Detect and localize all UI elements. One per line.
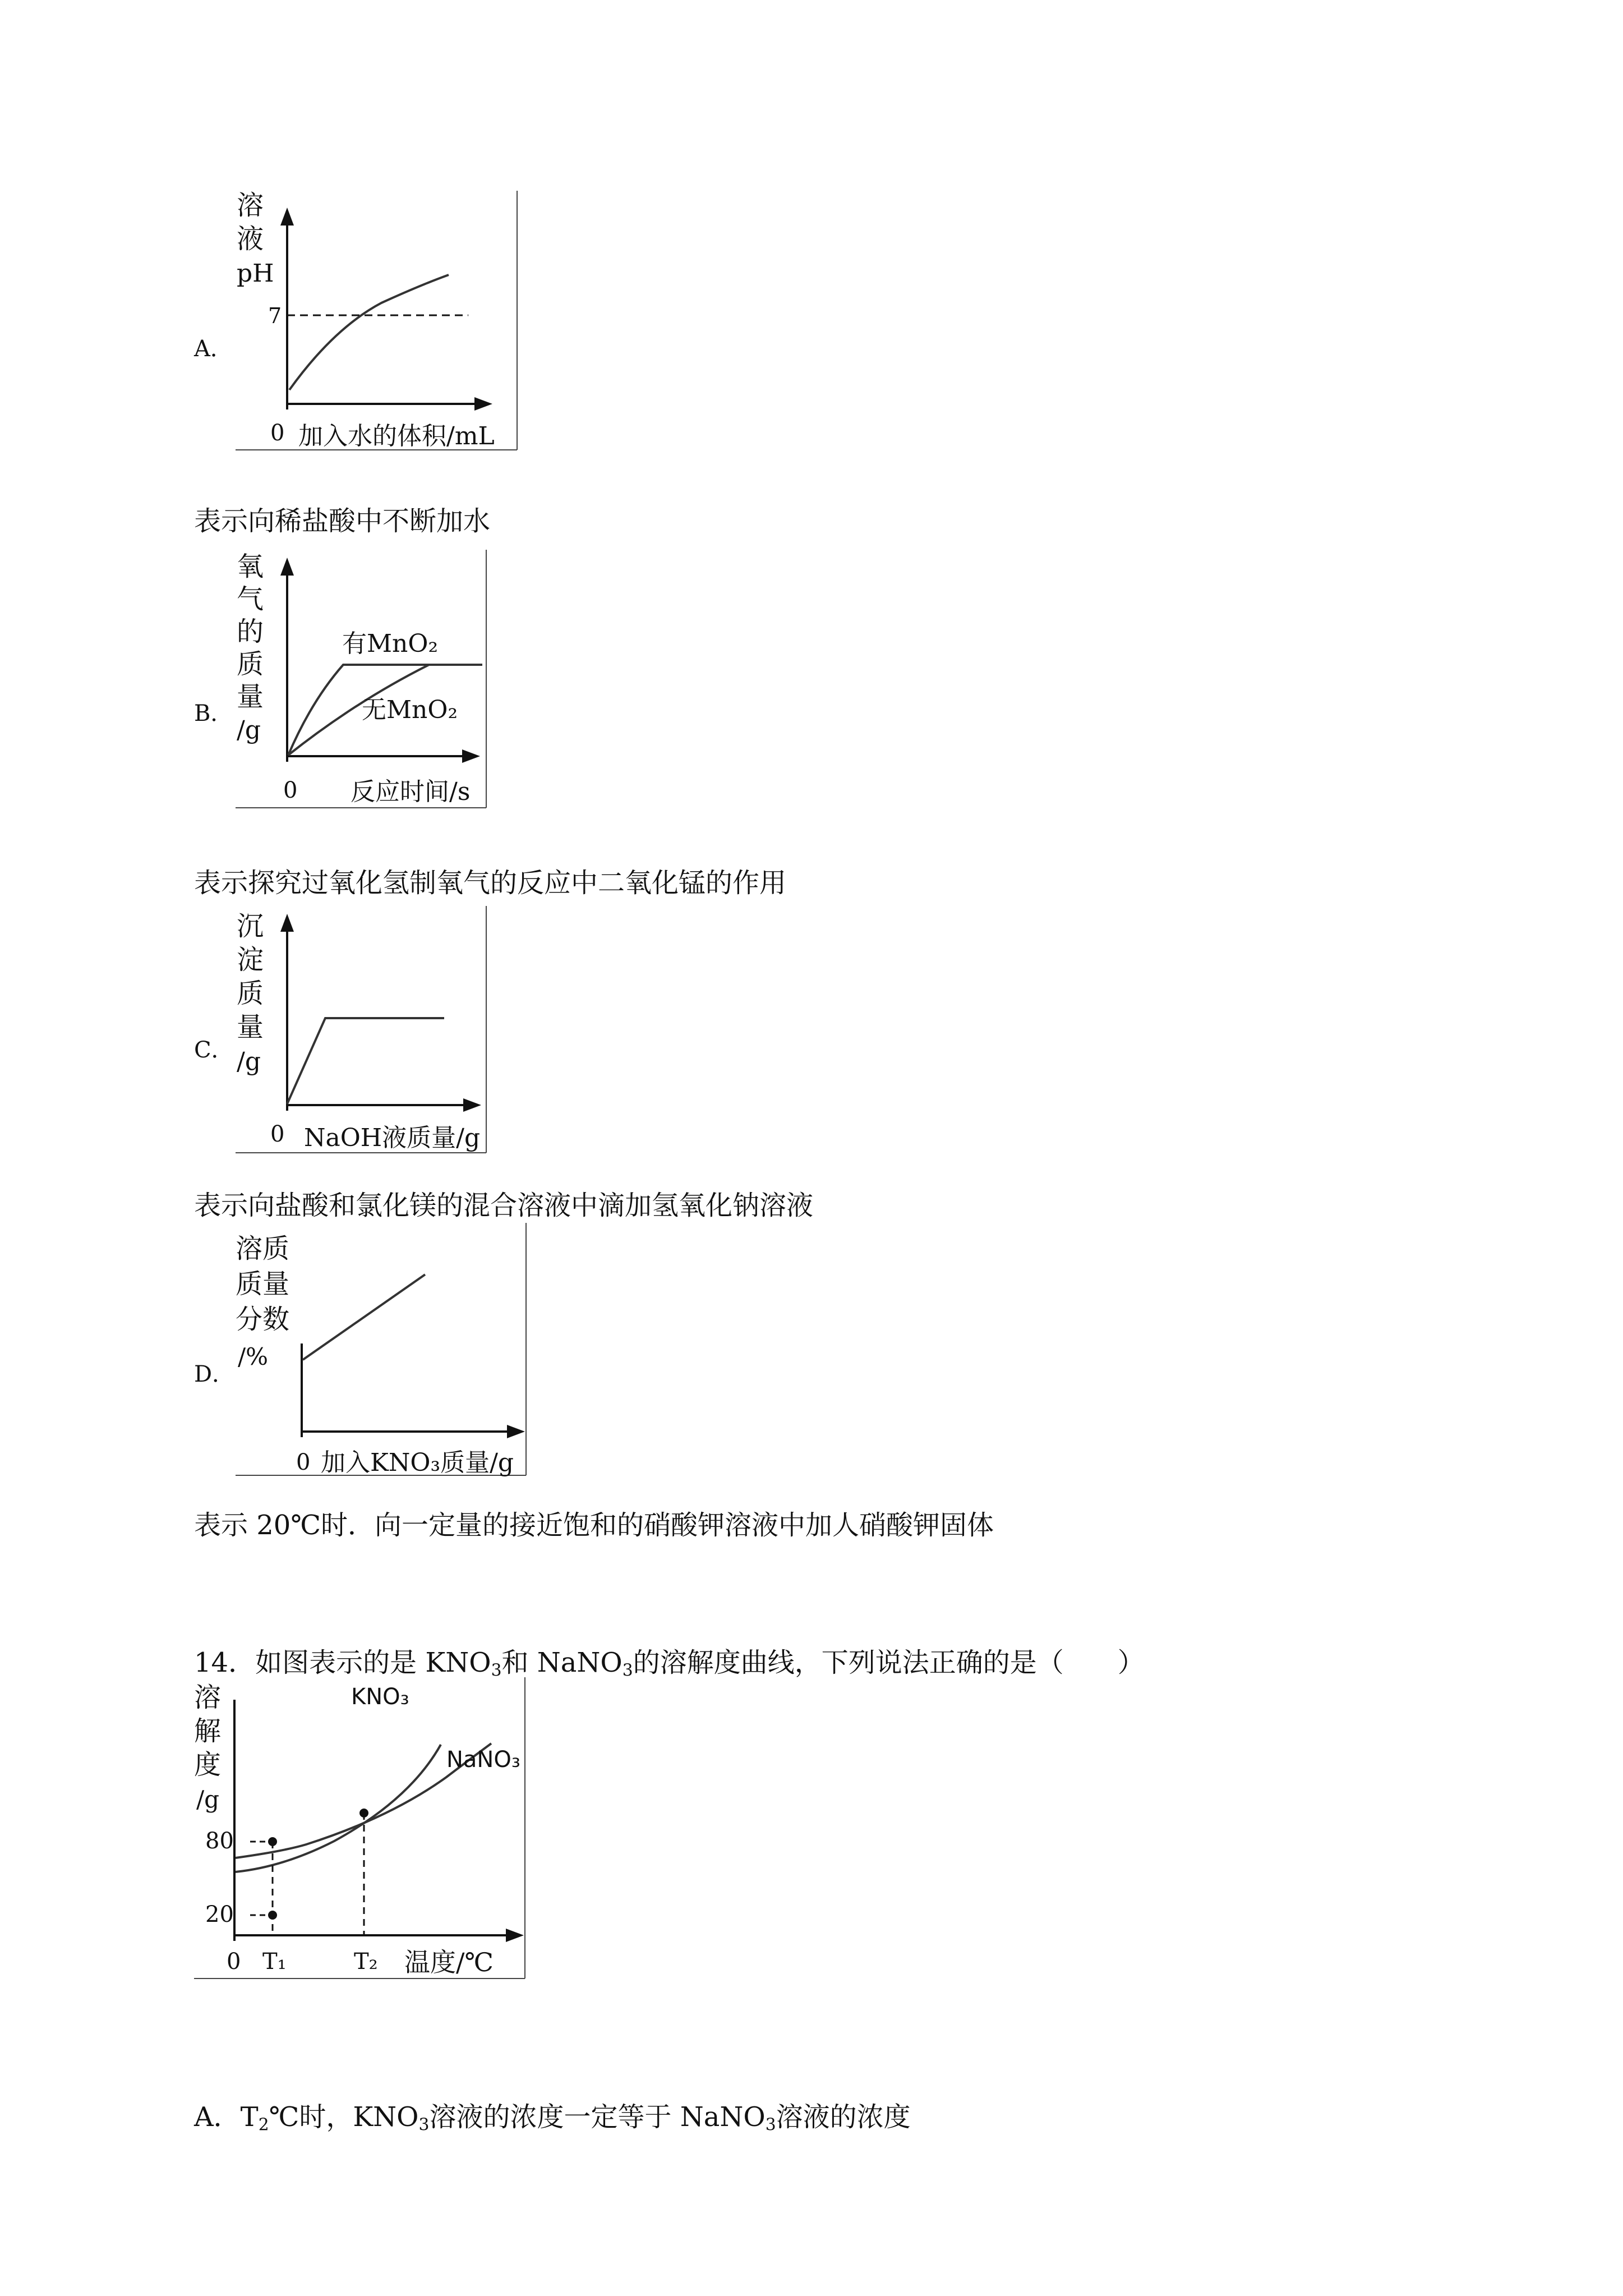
mass-fraction-line (303, 1274, 425, 1360)
x-axis-arrow (463, 1098, 481, 1112)
tick-20: 20 (205, 1902, 234, 1927)
tick-t2: T₂ (354, 1949, 378, 1975)
y-label-6: /g (237, 716, 261, 744)
y-label-2: 气 (237, 583, 264, 615)
y-axis-arrow (280, 208, 294, 226)
origin: 0 (296, 1450, 311, 1475)
precipitate-curve (287, 1018, 444, 1104)
question-sub-1: 3 (491, 1660, 502, 1681)
answer-sub-2: 3 (418, 2115, 430, 2135)
x-axis-arrow (462, 749, 480, 763)
question-text-3: 的溶解度曲线，下列说法正确的是（ ） (633, 1647, 1145, 1678)
answer-option-a (194, 2095, 911, 2134)
y-label-4: 质 (237, 648, 264, 680)
label-kno3: KNO₃ (351, 1684, 409, 1710)
answer-text-2: ℃时，KNO (269, 2101, 419, 2133)
question-number: 14． (194, 1647, 256, 1678)
y-label-4: /% (238, 1343, 269, 1370)
x-axis-arrow (507, 1425, 525, 1438)
y-label-1: 氧 (237, 551, 264, 582)
tick-t1: T₁ (262, 1949, 287, 1975)
y-axis-arrow (280, 914, 294, 932)
question-sub-2: 3 (622, 1660, 633, 1681)
label-nano3: NaNO₃ (446, 1747, 520, 1773)
chart-solubility-curves (194, 1677, 536, 1983)
chart-a-ph-vs-water (236, 191, 527, 454)
y-label-2: 淀 (237, 944, 264, 976)
option-d-label: D． (194, 1361, 235, 1387)
point-t1-20 (268, 1911, 277, 1920)
x-axis-arrow (506, 1929, 524, 1942)
y-label-1: 沉 (237, 910, 264, 942)
tick-7: 7 (268, 303, 282, 328)
option-b-label: B． (194, 701, 233, 726)
x-axis-label: 温度/℃ (404, 1947, 494, 1977)
y-label-1: 溶 (194, 1682, 222, 1713)
ph-curve (289, 275, 449, 390)
y-label-2: 液 (237, 223, 264, 255)
tick-80: 80 (205, 1828, 234, 1854)
chart-c-precipitate-mass (236, 906, 494, 1158)
y-label-3: 的 (237, 616, 264, 647)
option-d-caption: 表示 20℃时．向一定量的接近饱和的硝酸钾溶液中加人硝酸钾固体 (194, 1510, 994, 1541)
y-label-2: 质量 (236, 1268, 290, 1300)
question-text-1: 如图表示的是 KNO (255, 1647, 491, 1678)
x-axis-label: 加入水的体积/mL (298, 422, 495, 450)
option-c-caption: 表示向盐酸和氯化镁的混合溶液中滴加氢氧化钠溶液 (194, 1190, 814, 1221)
answer-text-4: 溶液的浓度 (776, 2101, 911, 2133)
y-label-1: 溶质 (236, 1233, 290, 1264)
y-label-1: 溶 (237, 191, 264, 221)
x-axis-arrow (474, 397, 492, 411)
y-label-3: 度 (194, 1749, 222, 1780)
chart-b-oxygen-mass (236, 550, 494, 813)
y-label-3: 分数 (236, 1304, 290, 1335)
y-axis-arrow (280, 558, 294, 576)
question-text-2: 和 NaNO (501, 1647, 623, 1678)
origin: 0 (270, 1121, 285, 1147)
label-without-mno2: 无MnO₂ (362, 696, 458, 724)
point-intersection (359, 1809, 368, 1818)
option-c-label: C． (194, 1037, 234, 1063)
option-a-label: A． (194, 336, 233, 362)
y-label-3: 质 (237, 978, 264, 1009)
answer-text-1: A．T (194, 2101, 259, 2133)
y-label-4: 量 (237, 1011, 264, 1043)
origin: 0 (283, 777, 298, 803)
answer-sub-1: 2 (258, 2115, 269, 2135)
answer-text-3: 溶液的浓度一定等于 NaNO (429, 2101, 766, 2133)
y-label-4: /g (196, 1786, 220, 1813)
origin: 0 (227, 1949, 241, 1975)
x-axis-label: 加入KNO₃质量/g (321, 1448, 514, 1477)
y-label-5: 量 (237, 681, 264, 712)
point-t1-80 (268, 1837, 277, 1846)
option-a-caption: 表示向稀盐酸中不断加水 (194, 505, 491, 537)
x-axis-label: NaOH液质量/g (304, 1124, 481, 1152)
answer-sub-3: 3 (765, 2115, 776, 2135)
chart-d-mass-fraction (236, 1223, 533, 1481)
origin: 0 (270, 420, 285, 446)
label-with-mno2: 有MnO₂ (342, 629, 439, 658)
y-label-2: 解 (194, 1715, 222, 1747)
y-label-3: pH (237, 259, 274, 288)
option-b-caption: 表示探究过氧化氢制氧气的反应中二氧化锰的作用 (194, 867, 787, 899)
y-label-5: /g (237, 1047, 261, 1076)
x-axis-label: 反应时间/s (351, 777, 471, 806)
question-14 (194, 1641, 1145, 1680)
